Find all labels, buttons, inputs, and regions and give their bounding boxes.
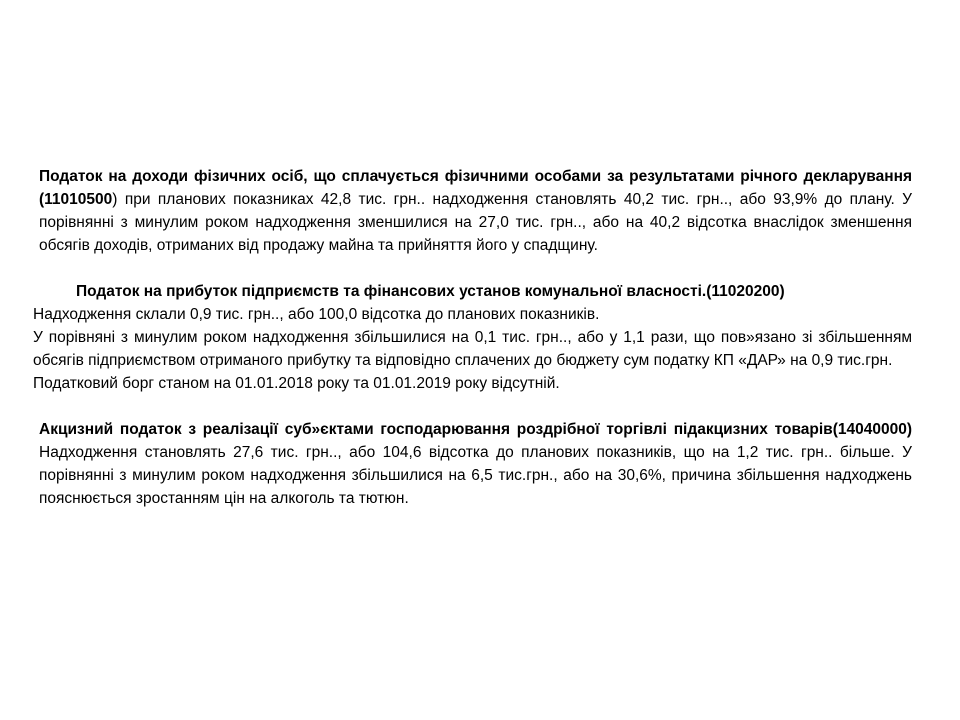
- paragraph-gap: [33, 395, 912, 418]
- section-profit-line2: У порівняні з минулим роком надходження збільшилися на 0,1 тис. грн.., або у 1,1 рази, що пов»язано зі збільшенням обсягів підприємством отриманого прибутку та відповідно сплачених до бюджету сум податку КП «ДАР» на 0,9 тис.грн.: [33, 329, 912, 369]
- section-pdfo-title: Податок на доходи фізичних осіб, що сплачується фізичними особами за результатами річного декларування (11010500: [39, 168, 912, 208]
- section-profit-title: Податок на прибуток підприємств та фінансових установ комунальної власності.(11020200): [76, 283, 785, 300]
- section-profit-line3: Податковий борг станом на 01.01.2018 року та 01.01.2019 року відсутній.: [33, 375, 560, 392]
- section-excise-title: Акцизний податок з реалізації суб»єктами господарювання роздрібної торгівлі підакцизних товарів(14040000): [39, 421, 912, 438]
- paragraph-gap: [33, 257, 912, 280]
- section-pdfo: [33, 165, 912, 257]
- section-pdfo-body: ) при планових показниках 42,8 тис. грн.. надходження становлять 40,2 тис. грн.., або 93,9% до плану. У порівнянні з минулим роком надходження зменшилися на 27,0 тис. грн.., або на 40,2 відсотка внаслідок зменшення обсягів доходів, отриманих від продажу майна та прийняття його у спадщину.: [39, 191, 912, 254]
- section-profit-line1: Надходження склали 0,9 тис. грн.., або 100,0 відсотка до планових показників.: [33, 306, 600, 323]
- document-body: [33, 165, 912, 510]
- section-excise: [33, 418, 912, 510]
- section-excise-body: Надходження становлять 27,6 тис. грн.., або 104,6 відсотка до планових показників, що на 1,2 тис. грн.. більше. У порівнянні з минулим роком надходження збільшилися на 6,5 тис.грн., або на 30,6%, причина збільшення надходжень пояснюється зростанням цін на алкоголь та тютюн.: [39, 444, 912, 507]
- section-profit-title-line: [33, 280, 912, 303]
